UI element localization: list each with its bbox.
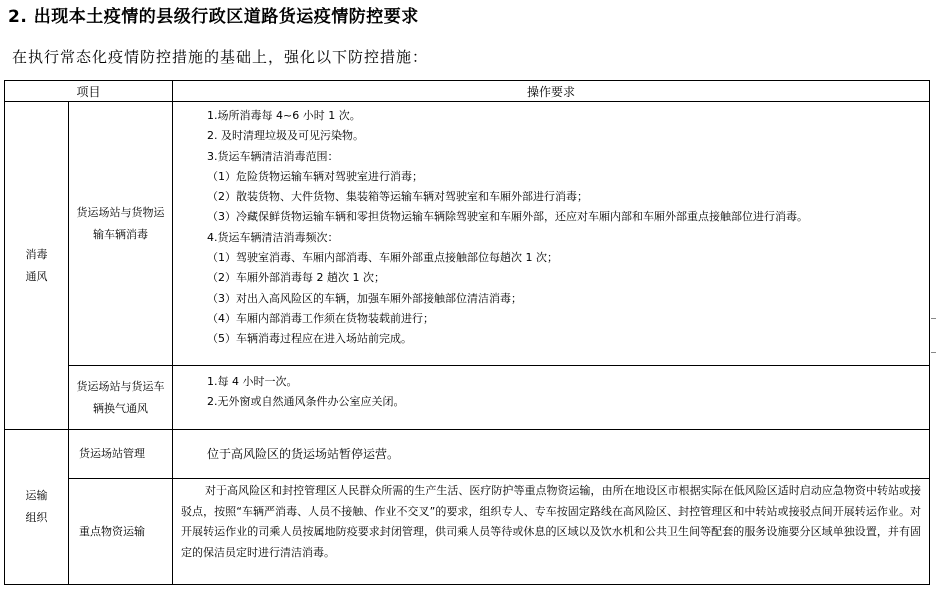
req-line: 2. 及时清理垃圾及可见污染物。 bbox=[207, 129, 365, 143]
req-line: （3）冷藏保鲜货物运输车辆和零担货物运输车辆除驾驶室和车厢外部，还应对车厢内部和车厢外部重点接触部位进行消毒。 bbox=[207, 210, 809, 224]
requirement-cell bbox=[173, 479, 930, 585]
requirements-table bbox=[4, 80, 930, 585]
subitem-cell bbox=[69, 430, 173, 479]
subitem-label: 重点物资运输 bbox=[79, 524, 145, 538]
requirement-cell bbox=[173, 430, 930, 479]
subitem-cell bbox=[69, 102, 173, 366]
req-line: （2）车厢外部消毒每 2 趟次 1 次； bbox=[207, 271, 385, 285]
category-label: 运输组织 bbox=[25, 489, 48, 524]
subitem-cell bbox=[69, 479, 173, 585]
req-line: （4）车厢内部消毒工作须在货物装载前进行； bbox=[207, 311, 435, 325]
req-line: 3.货运车辆清洁消毒范围： bbox=[207, 149, 339, 163]
table-header-row bbox=[5, 81, 930, 102]
table-row bbox=[5, 479, 930, 585]
requirement-cell bbox=[173, 366, 930, 430]
category-cell bbox=[5, 430, 69, 585]
req-line: 位于高风险区的货运场站暂停运营。 bbox=[207, 446, 400, 461]
req-line: （1）危险货物运输车辆对驾驶室进行消毒； bbox=[207, 169, 424, 183]
section-heading: 2. 出现本土疫情的县级行政区道路货运疫情防控要求 bbox=[8, 7, 419, 27]
category-cell bbox=[5, 102, 69, 430]
req-line: （5）车辆消毒过程应在进入场站前完成。 bbox=[207, 332, 413, 346]
subitem-cell bbox=[69, 366, 173, 430]
req-line: 1.每 4 小时一次。 bbox=[207, 375, 298, 388]
subitem-label: 货运场站与货物运输车辆消毒 bbox=[76, 206, 165, 241]
margin-mark bbox=[931, 352, 936, 353]
requirement-cell bbox=[173, 102, 930, 366]
req-line: 1.场所消毒每 4~6 小时 1 次。 bbox=[207, 109, 361, 122]
table-row bbox=[5, 102, 930, 366]
header-requirement: 操作要求 bbox=[173, 81, 930, 102]
req-line: （3）对出入高风险区的车辆，加强车厢外部接触部位清洁消毒； bbox=[207, 291, 523, 305]
req-line: 2.无外窗或自然通风条件办公室应关闭。 bbox=[207, 395, 405, 409]
intro-text: 在执行常态化疫情防控措施的基础上，强化以下防控措施： bbox=[12, 48, 429, 66]
req-line: （2）散装货物、大件货物、集装箱等运输车辆对驾驶室和车厢外部进行消毒； bbox=[207, 190, 589, 204]
category-label: 消毒通风 bbox=[25, 247, 48, 283]
table-row bbox=[5, 366, 930, 430]
table-row bbox=[5, 430, 930, 479]
header-item: 项目 bbox=[5, 81, 173, 102]
subitem-label: 货运场站与货运车辆换气通风 bbox=[76, 379, 165, 415]
req-line: 4.货运车辆清洁消毒频次： bbox=[207, 230, 339, 244]
req-line: （1）驾驶室消毒、车厢内部消毒、车厢外部重点接触部位每趟次 1 次； bbox=[207, 251, 559, 265]
req-paragraph: 对于高风险区和封控管理区人民群众所需的生产生活、医疗防护等重点物资运输，由所在地设区市根据实际在低风险区适时启动应急物资中转站或接驳点，按照“车辆严消毒、人员不接触、作业不交叉”的要求，组织专人、专车按固定路线在高风险区、封控管理区和中转站或接驳点间开展转运作业。对开展转运作业的司乘人员按属地防疫要求封闭管理，供司乘人员等待或休息的区域以及饮水机和公共卫生间等配套的服务设施要分区域单独设置，并有固定的保洁员定时进行清洁消毒。 bbox=[181, 484, 921, 559]
margin-mark bbox=[931, 318, 936, 319]
subitem-label: 货运场站管理 bbox=[79, 447, 145, 460]
